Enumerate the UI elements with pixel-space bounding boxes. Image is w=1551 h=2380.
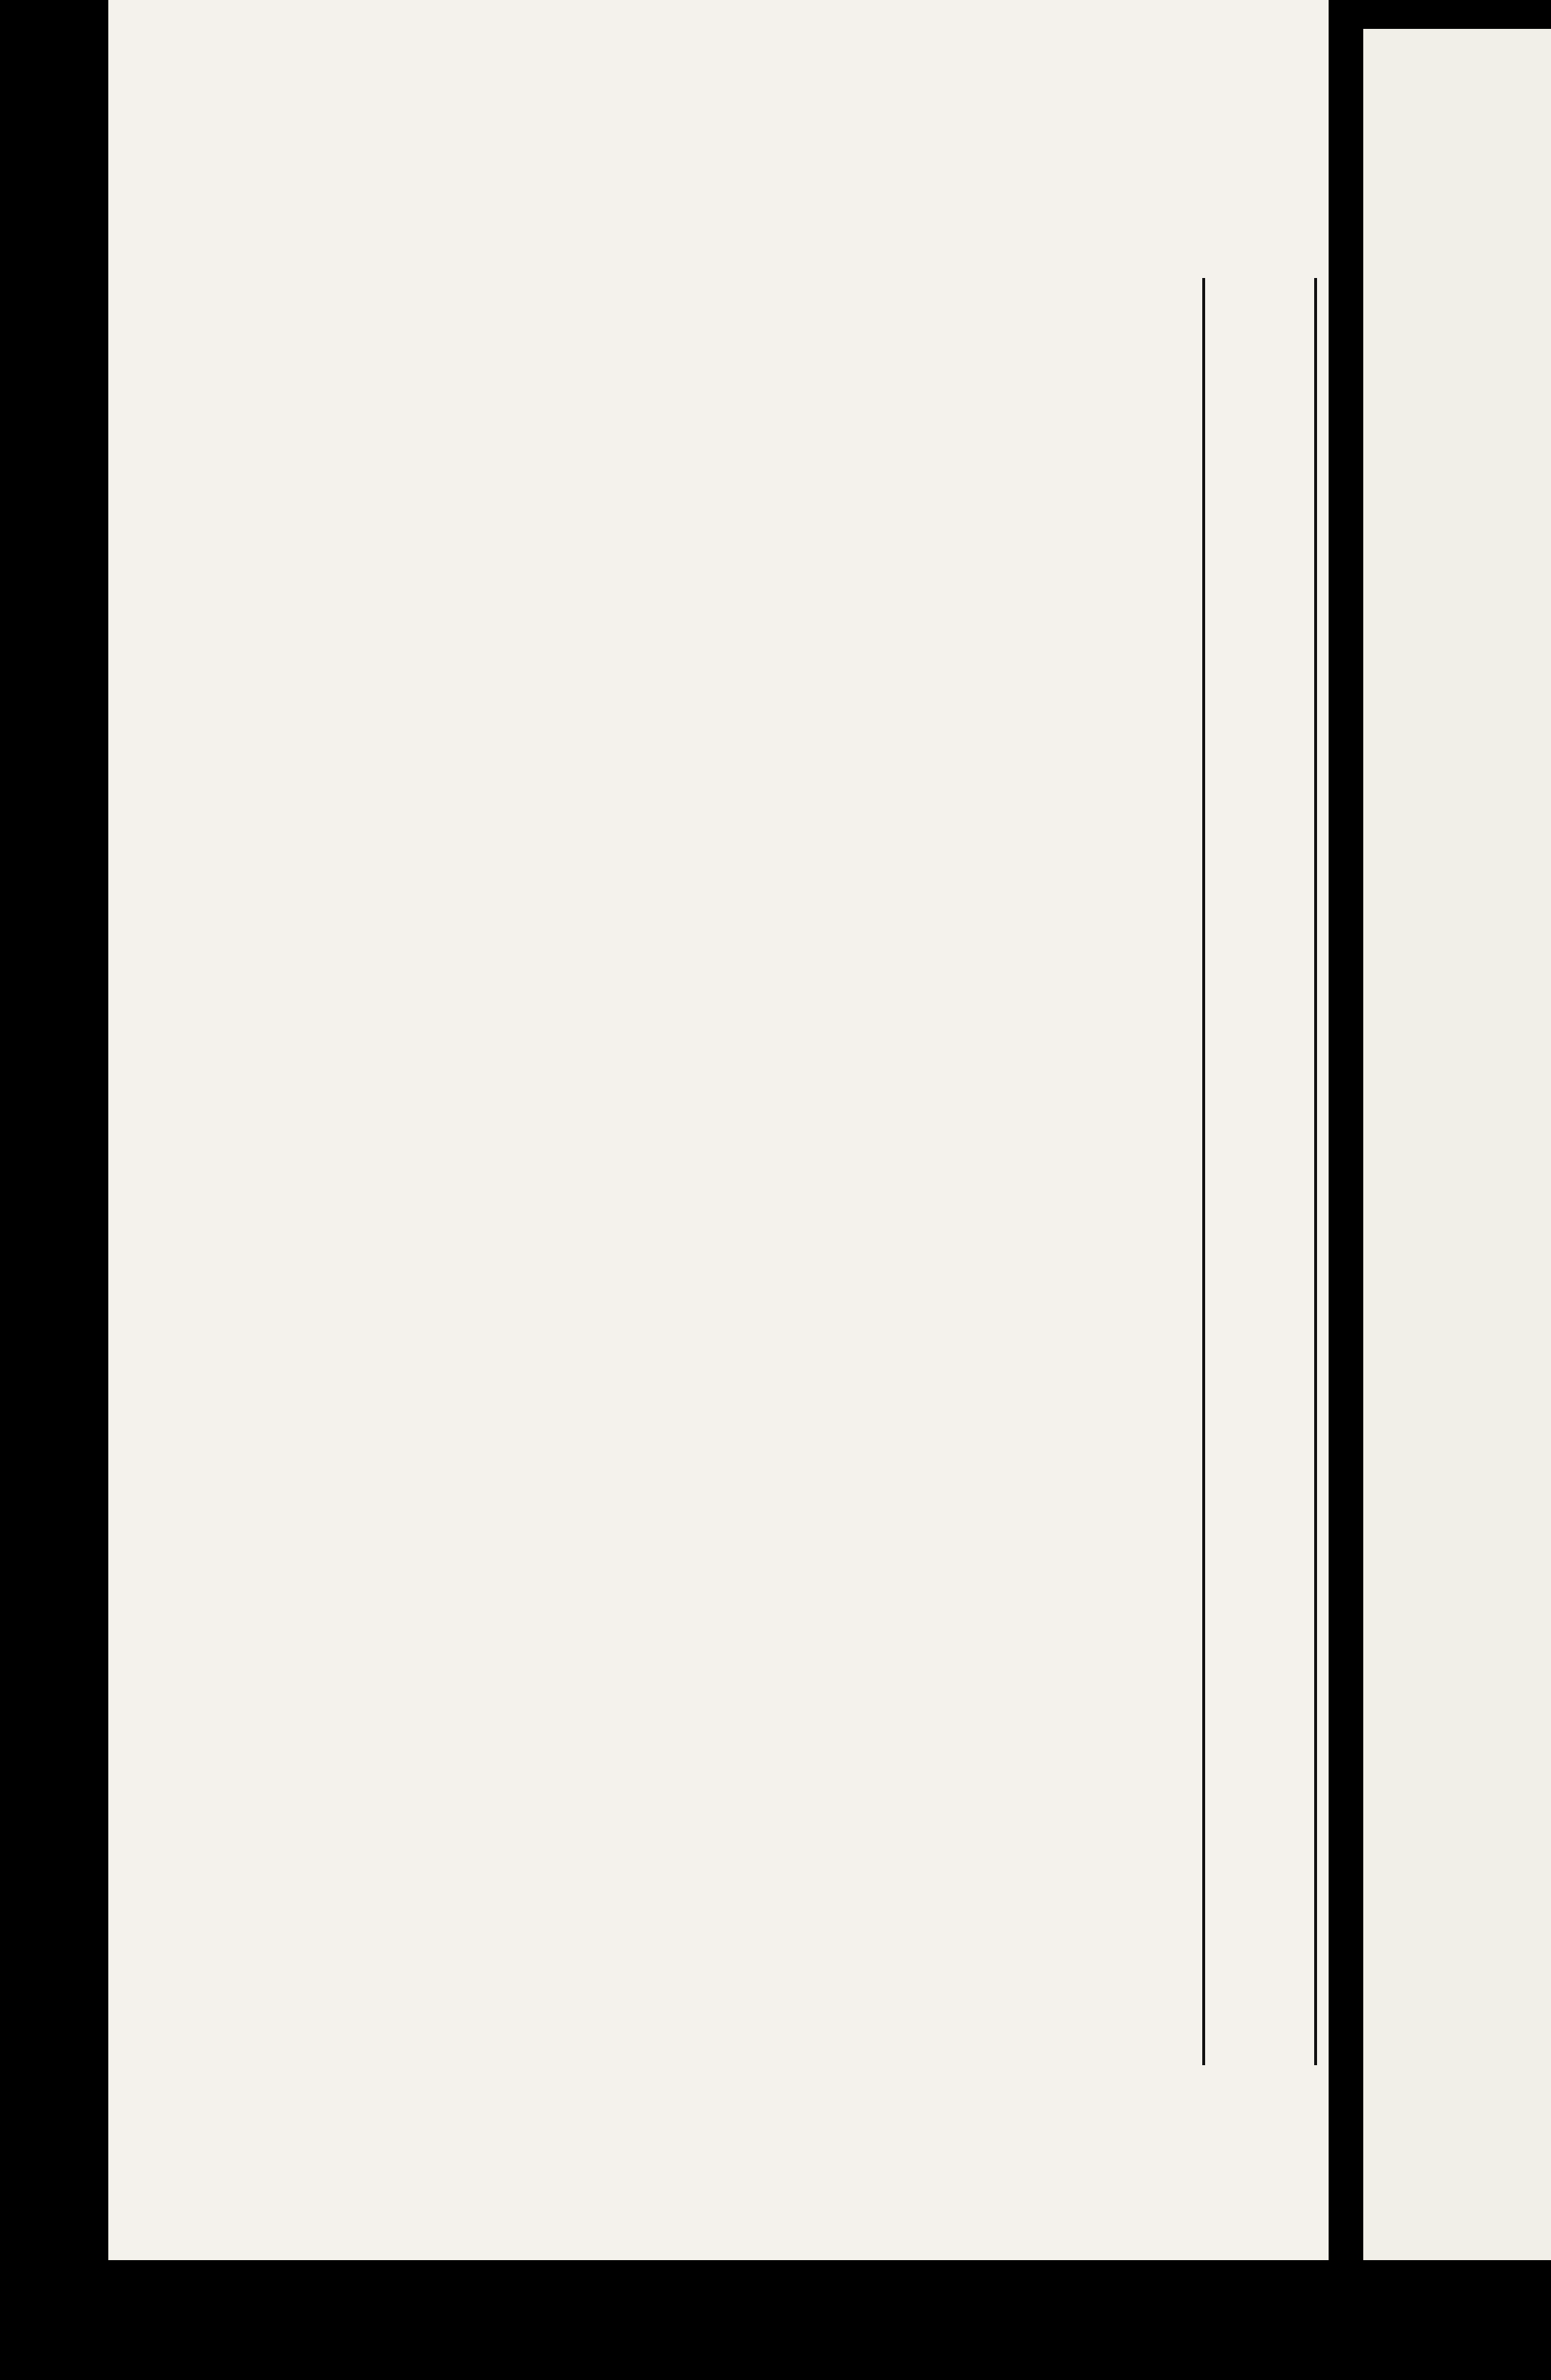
facing-page xyxy=(1363,29,1551,2260)
column-rule-right xyxy=(1314,278,1317,2065)
book-page xyxy=(108,0,1329,2260)
column-rule-left xyxy=(1202,278,1205,2065)
